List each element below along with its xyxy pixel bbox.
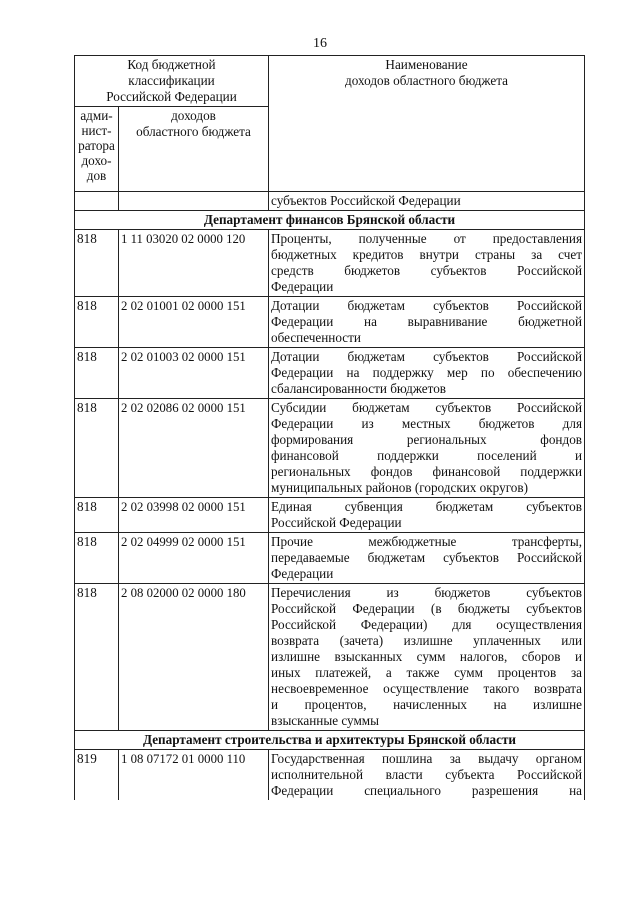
income-name-line: региональных фондов финансовой поддержки bbox=[271, 464, 583, 479]
income-name-line: Федерации на выравнивание бюджетной bbox=[271, 314, 583, 329]
income-name-line: Государственная пошлина за выдачу органом bbox=[271, 751, 583, 766]
income-name-line: и процентов, начисленных на излишне bbox=[271, 697, 583, 712]
name-header-line: Наименование bbox=[385, 57, 468, 72]
admin-code-cell: 818 bbox=[75, 584, 119, 731]
admin-code-cell: 818 bbox=[75, 399, 119, 498]
income-name-cell bbox=[269, 297, 585, 348]
income-name-line: возврата (зачета) излишне уплаченных или bbox=[271, 633, 583, 648]
income-name-line: Федерации bbox=[271, 566, 334, 581]
admin-code-cell: 818 bbox=[75, 533, 119, 584]
income-name-cell bbox=[269, 348, 585, 399]
income-name-line: Единая субвенция бюджетам субъектов bbox=[271, 499, 583, 514]
income-name-line: Дотации бюджетам субъектов Российской bbox=[271, 298, 583, 313]
income-name-cell bbox=[269, 498, 585, 533]
header-row-top bbox=[75, 56, 585, 107]
admin-header-line: адми- bbox=[80, 108, 113, 123]
budget-income-table bbox=[74, 55, 585, 800]
income-name-cell bbox=[269, 230, 585, 297]
income-name-line: Проценты, полученные от предоставления bbox=[271, 231, 583, 246]
income-name-line: формирования региональных фондов bbox=[271, 432, 583, 447]
income-name-line: Федерации на поддержку мер по обеспечению bbox=[271, 365, 583, 380]
income-name-line: Федерации bbox=[271, 279, 334, 294]
section-title: Департамент строительства и архитектуры Брянской области bbox=[75, 731, 585, 750]
income-name-cell bbox=[269, 533, 585, 584]
name-header-line: доходов областного бюджета bbox=[345, 73, 508, 88]
income-name-line: несвоевременное осуществление такого возврата bbox=[271, 681, 583, 696]
income-name-line: сбалансированности бюджетов bbox=[271, 381, 447, 396]
section-row bbox=[75, 731, 585, 750]
admin-code-cell: 818 bbox=[75, 297, 119, 348]
page-number: 16 bbox=[313, 36, 327, 51]
income-name-cell bbox=[269, 584, 585, 731]
table-row bbox=[75, 584, 585, 731]
income-name-line: Федерации специального разрешения на bbox=[271, 783, 583, 798]
code-group-line: классификации bbox=[128, 73, 215, 88]
admin-header-line: нист- bbox=[81, 123, 112, 138]
income-name-line: Федерации из местных бюджетов для bbox=[271, 416, 583, 431]
income-name-line: Дотации бюджетам субъектов Российской bbox=[271, 349, 583, 364]
income-header bbox=[119, 107, 269, 192]
admin-header-line: дохо- bbox=[81, 153, 112, 168]
carryover-admin-cell bbox=[75, 192, 119, 211]
code-group-line: Код бюджетной bbox=[127, 57, 216, 72]
admin-header-line: ратора bbox=[78, 138, 115, 153]
income-code-cell: 2 02 01003 02 0000 151 bbox=[119, 348, 269, 399]
income-name-line: иных платежей, а также сумм процентов за bbox=[271, 665, 583, 680]
income-code-cell: 2 08 02000 02 0000 180 bbox=[119, 584, 269, 731]
income-code-cell: 2 02 03998 02 0000 151 bbox=[119, 498, 269, 533]
admin-header-line: дов bbox=[86, 168, 107, 183]
income-name-line: Перечисления из бюджетов субъектов bbox=[271, 585, 583, 600]
income-name-line: Прочие межбюджетные трансферты, bbox=[271, 534, 583, 549]
admin-code-cell: 818 bbox=[75, 230, 119, 297]
income-name-line: обеспеченности bbox=[271, 330, 361, 345]
income-name-line: Российской Федерации (в бюджеты субъектов bbox=[271, 601, 583, 616]
code-group-header bbox=[75, 56, 269, 107]
income-name-line: взысканные суммы bbox=[271, 713, 380, 728]
income-code-cell: 1 11 03020 02 0000 120 bbox=[119, 230, 269, 297]
table-row bbox=[75, 230, 585, 297]
table-row bbox=[75, 533, 585, 584]
carryover-name-cell: субъектов Российской Федерации bbox=[269, 192, 585, 211]
income-name-line: Субсидии бюджетам субъектов Российской bbox=[271, 400, 583, 415]
admin-code-cell: 818 bbox=[75, 348, 119, 399]
table-row bbox=[75, 348, 585, 399]
carryover-code-cell bbox=[119, 192, 269, 211]
admin-header bbox=[75, 107, 119, 192]
table-row bbox=[75, 750, 585, 801]
income-name-line: муниципальных районов (городских округов) bbox=[271, 480, 528, 495]
income-name-line: бюджетных кредитов внутри страны за счет bbox=[271, 247, 583, 262]
table-row bbox=[75, 297, 585, 348]
income-code-cell: 1 08 07172 01 0000 110 bbox=[119, 750, 269, 801]
table-row bbox=[75, 399, 585, 498]
code-group-line: Российской Федерации bbox=[106, 89, 237, 104]
income-code-cell: 2 02 04999 02 0000 151 bbox=[119, 533, 269, 584]
income-name-line: исполнительной власти субъекта Российской bbox=[271, 767, 583, 782]
name-header bbox=[269, 56, 585, 192]
admin-code-cell: 819 bbox=[75, 750, 119, 801]
carryover-row bbox=[75, 192, 585, 211]
income-name-cell bbox=[269, 399, 585, 498]
table-row bbox=[75, 498, 585, 533]
income-code-cell: 2 02 02086 02 0000 151 bbox=[119, 399, 269, 498]
admin-code-cell: 818 bbox=[75, 498, 119, 533]
income-name-line: Российской Федерации) для осуществления bbox=[271, 617, 583, 632]
income-name-line: средств бюджетов субъектов Российской bbox=[271, 263, 583, 278]
income-code-cell: 2 02 01001 02 0000 151 bbox=[119, 297, 269, 348]
section-row bbox=[75, 211, 585, 230]
income-header-line: доходов bbox=[171, 108, 216, 123]
income-name-line: передаваемые бюджетам субъектов Российской bbox=[271, 550, 583, 565]
section-title: Департамент финансов Брянской области bbox=[75, 211, 585, 230]
income-name-line: излишне взысканных сумм налогов, сборов и bbox=[271, 649, 583, 664]
income-name-line: Российской Федерации bbox=[271, 515, 402, 530]
income-header-line: областного бюджета bbox=[136, 124, 251, 139]
income-name-cell bbox=[269, 750, 585, 801]
income-name-line: финансовой поддержки поселений и bbox=[271, 448, 583, 463]
